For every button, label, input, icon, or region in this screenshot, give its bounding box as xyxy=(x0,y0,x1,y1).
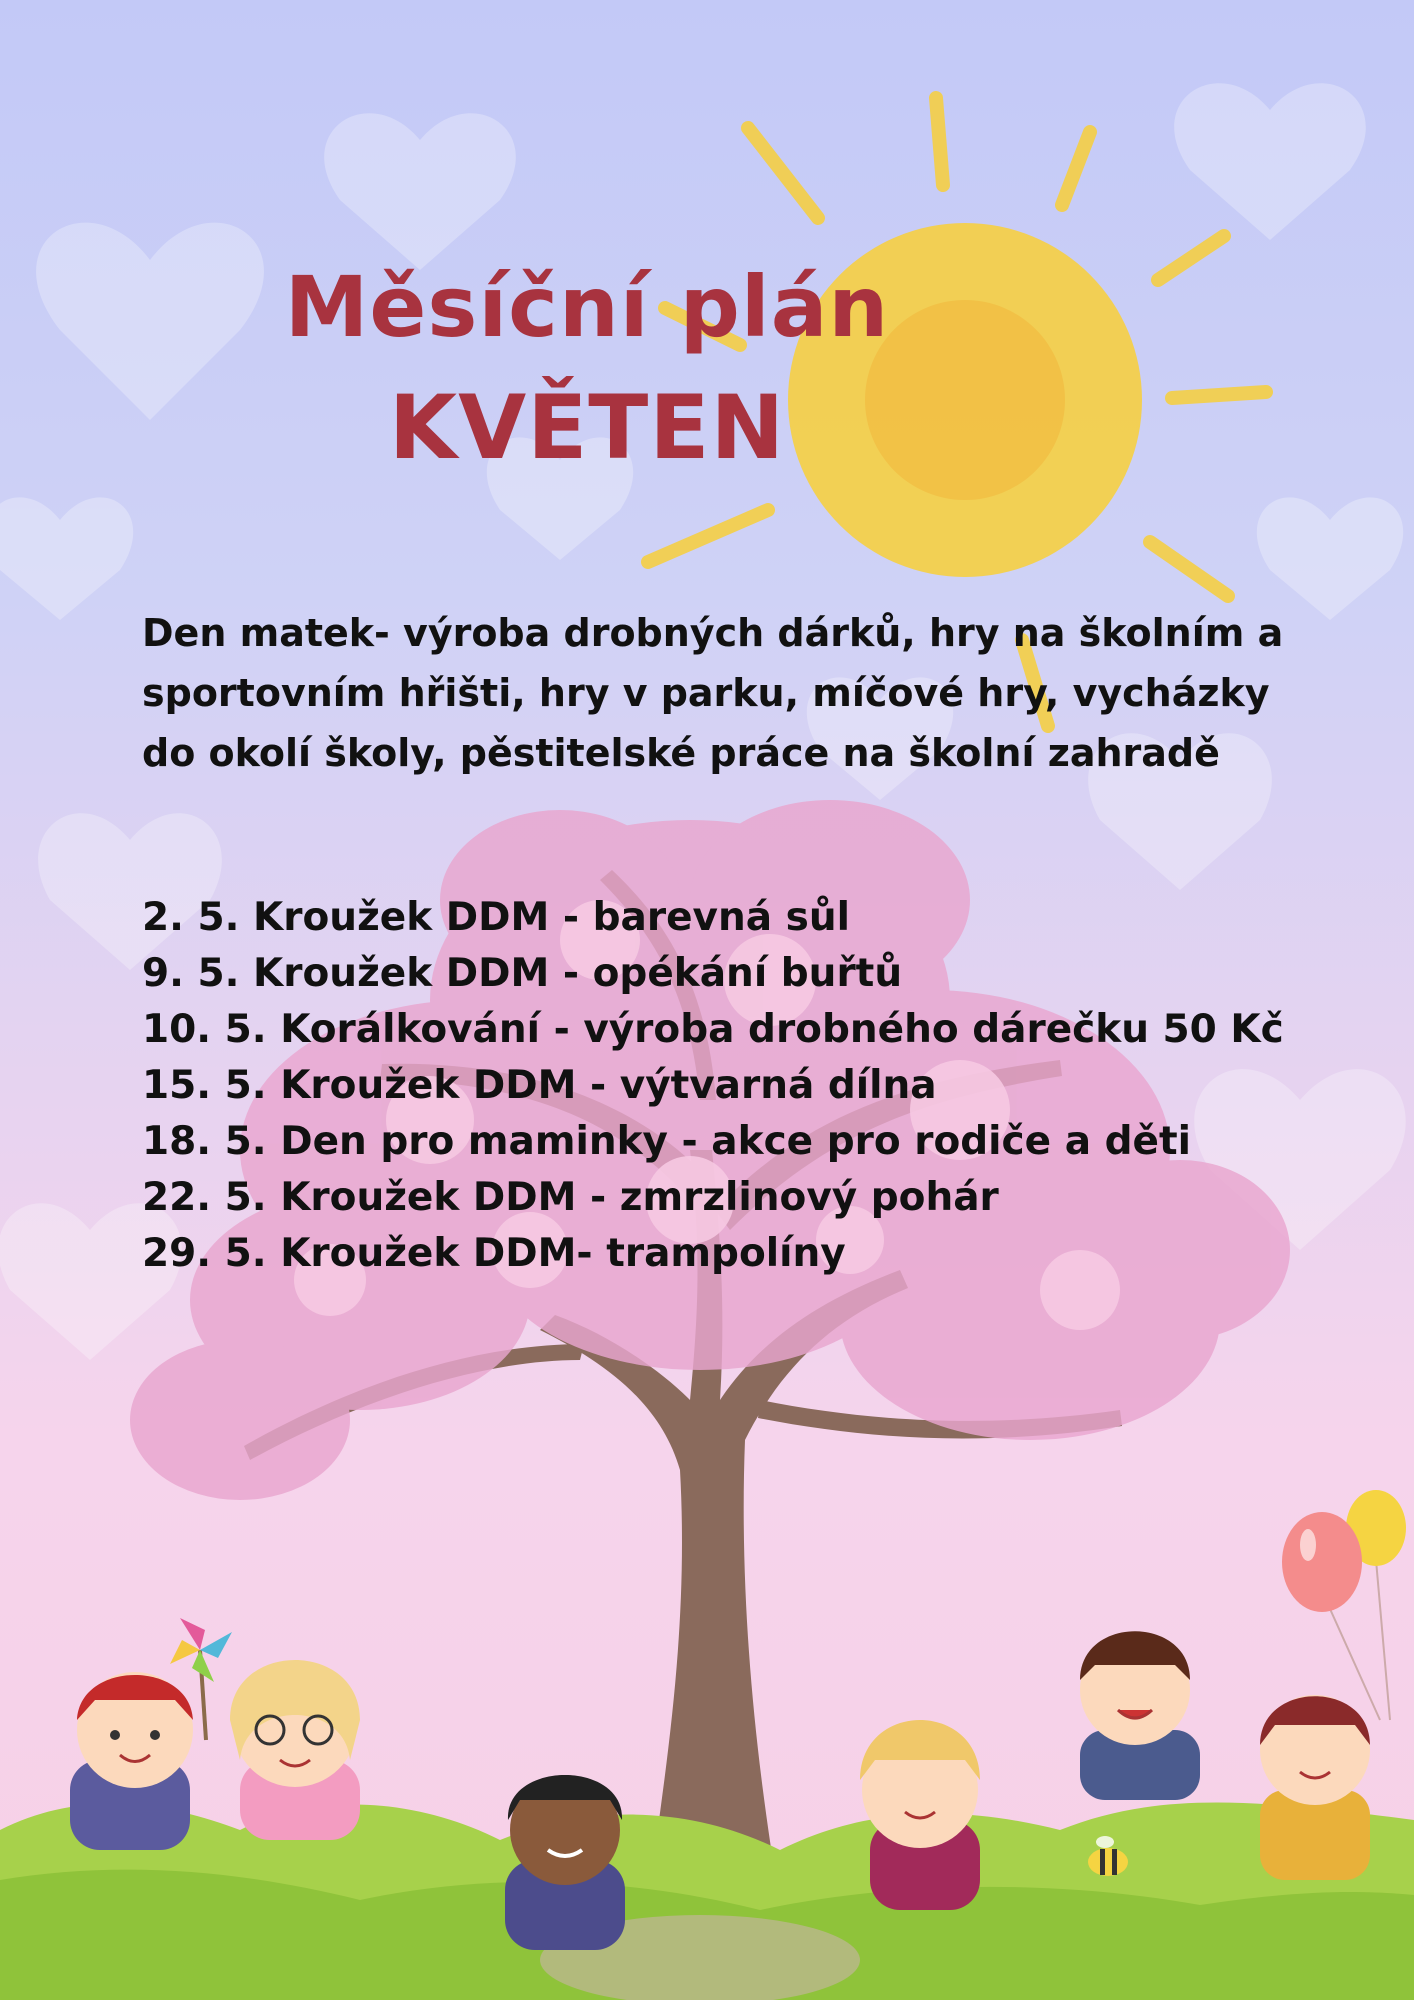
event-item: 10. 5. Korálkování - výroba drobného dárečku 50 Kč xyxy=(142,1007,1284,1052)
grass-hill xyxy=(0,1803,1414,2000)
event-list xyxy=(142,890,1342,1282)
event-item: 2. 5. Kroužek DDM - barevná sůl xyxy=(142,895,850,940)
event-item: 9. 5. Kroužek DDM - opékání buřtů xyxy=(142,951,903,996)
balloons-icon xyxy=(1282,1490,1406,1720)
page-subtitle-month: KVĚTEN xyxy=(388,376,786,479)
event-item: 22. 5. Kroužek DDM - zmrzlinový pohár xyxy=(142,1175,999,1220)
event-item: 18. 5. Den pro maminky - akce pro rodiče a děti xyxy=(142,1119,1191,1164)
event-item: 29. 5. Kroužek DDM- trampolíny xyxy=(142,1231,846,1276)
intro-paragraph: Den matek- výroba drobných dárků, hry na školním a sportovním hřišti, hry v parku, míčové hry, vycházky do okolí školy, pěstitelské práce na školní zahradě xyxy=(142,611,1284,775)
event-item: 15. 5. Kroužek DDM - výtvarná dílna xyxy=(142,1063,937,1108)
page-title: Měsíční plán xyxy=(284,258,890,356)
